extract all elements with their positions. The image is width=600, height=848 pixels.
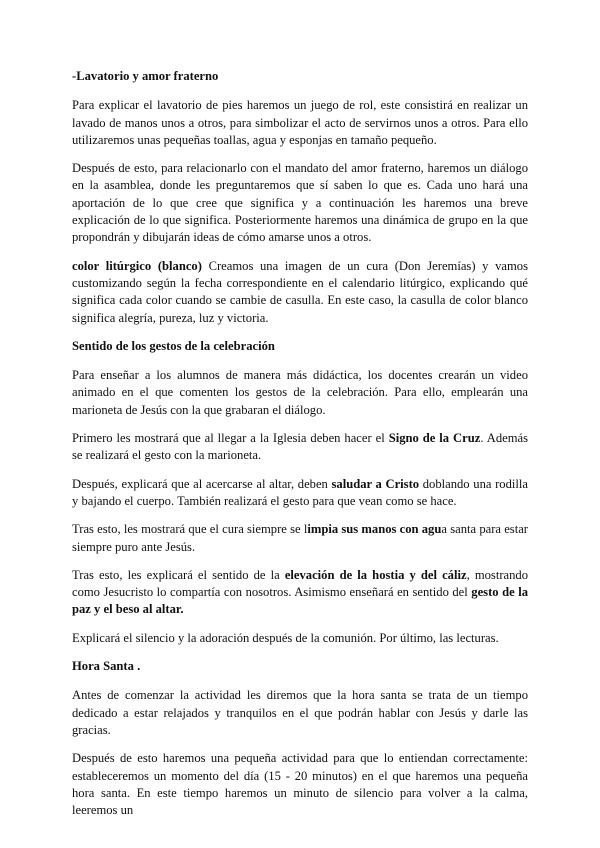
paragraph-saludar-cristo <box>72 476 528 511</box>
text-run: doblando una rodilla y bajando el cuerpo. También realizará el gesto para que vean como se hace. <box>72 476 528 508</box>
text-run: Primero les mostrará que al llegar a la Iglesia deben hacer el <box>72 431 389 446</box>
paragraph-color-liturgico <box>72 258 528 327</box>
bold-run: saludar a Cristo <box>331 476 420 491</box>
text-run: Después, explicará que al acercarse al altar, deben <box>72 476 332 491</box>
text-run: . Además se realizará el gesto con la marioneta. <box>72 431 529 463</box>
paragraph: Después de esto, para relacionarlo con el mandato del amor fraterno, haremos un diálogo en la asamblea, donde les preguntaremos que sí saben lo que es. Cada uno hará una aportación de lo que cree que significa y a continuación les haremos una breve explicación de lo que significa. Posteriormente haremos una dinámica de grupo en la que propondrán y dibujarán ideas de cómo amarse unos a otros. <box>72 161 528 245</box>
section-heading-lavatorio: -Lavatorio y amor fraterno <box>72 69 219 83</box>
bold-lead: color litúrgico (blanco) <box>72 258 202 273</box>
bold-run: elevación de la hostia y del cáliz <box>284 567 467 582</box>
paragraph: Para enseñar a los alumnos de manera más didáctica, los docentes crearán un video animado en el que comenten los gestos de la celebración. Para ello, emplearán una marioneta de Jesús con la que grabaran el diálogo. <box>72 368 528 417</box>
text-run: Tras esto, les mostrará que el cura siempre se l <box>72 522 308 537</box>
paragraph-elevacion <box>72 567 528 619</box>
bold-run: Signo de la Cruz <box>388 431 481 446</box>
bold-run: gesto de la paz y el beso al altar. <box>72 585 528 617</box>
paragraph-text: Creamos una imagen de un cura (Don Jeremías) y vamos customizando según la fecha correspondiente en el calendario litúrgico, explicando qué significa cada color cuando se cambie de casulla. En este caso, la casulla de color blanco significa alegría, pureza, luz y victoria. <box>72 258 529 325</box>
paragraph: Antes de comenzar la actividad les diremos que la hora santa se trata de un tiempo dedicado a estar relajados y tranquilos en el que podrán hablar con Jesús y darle las gracias. <box>72 688 528 737</box>
paragraph: Para explicar el lavatorio de pies haremos un juego de rol, este consistirá en realizar un lavado de manos unos a otros, para simbolizar el acto de servirnos unos a otros. Para ello utilizaremos unas pequeñas toallas, agua y esponjas en tamaño pequeño. <box>72 98 528 147</box>
paragraph: Después de esto haremos una pequeña actividad para que lo entiendan correctamente: estableceremos un momento del día (15 - 20 minutos) en el que haremos una pequeña hora santa. En este tiempo haremos un minuto de silencio para volver a la calma, leeremos un <box>72 751 528 818</box>
paragraph: Explicará el silencio y la adoración después de la comunión. Por último, las lecturas. <box>72 630 499 645</box>
text-run: a santa para estar siempre puro ante Jesús. <box>72 522 528 554</box>
paragraph-signo-cruz <box>72 430 528 465</box>
text-run: Tras esto, les explicará el sentido de la <box>72 567 285 582</box>
bold-run: impia sus manos con agu <box>307 522 442 537</box>
paragraph-limpia-manos <box>72 521 528 556</box>
text-run: , mostrando como Jesucristo lo compartía con nosotros. Asimismo enseñará en sentido del <box>72 567 529 600</box>
section-heading-hora-santa: Hora Santa . <box>72 659 141 674</box>
section-heading-gestos: Sentido de los gestos de la celebración <box>72 338 275 353</box>
